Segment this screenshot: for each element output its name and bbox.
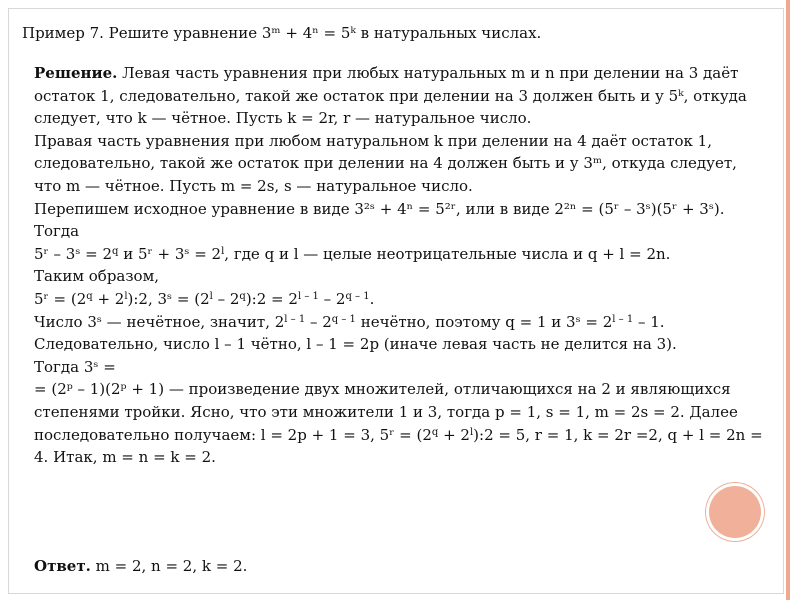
solution-body: [34, 62, 768, 469]
page-title: Пример 7. Решите уравнение 3ᵐ + 4ⁿ = 5ᵏ в натуральных числах.: [22, 24, 542, 42]
decorative-circle: [709, 486, 761, 538]
solution-line: = (2ᵖ – 1)(2ᵖ + 1) — произведение двух множителей, отличающихся на 2 и являющихся степенями тройки. Ясно, что эти множители 1 и 3, тогда p = 1, s = 1, m = 2s = 2. Далее последовательно получаем: l = 2p + 1 = 3, 5ʳ = ($2^q$ + $2^l):2 = 5$, r = 1, k = 2r =2, q + l = 2n = 4. Итак, m = n = k = 2.: [34, 380, 763, 467]
answer-label: Ответ.: [34, 557, 91, 575]
solution-line: Число 3ˢ — нечётное, значит, 2$^{l - 1}$ – 2$^{q - 1}$ нечётно, поэтому q = 1 и 3ˢ = $2^{l - 1} - 1$.: [34, 312, 665, 331]
solution-line: Левая часть уравнения при любых натуральных m и n при делении на 3 даёт остаток 1, следовательно, такой же остаток при делении на 3 должен быть и у 5ᵏ, откуда следует, что k — чётное. Пусть k = 2r, r — натуральное число.: [34, 64, 747, 128]
solution-line: Правая часть уравнения при любом натуральном k при делении на 4 даёт остаток 1, следовательно, такой же остаток при делении на 4 должен быть и у 3ᵐ, откуда следует, что m — чётное. Пусть m = 2s, s — натуральное число.: [34, 131, 737, 195]
solution-line: Тогда 3ˢ =: [34, 357, 116, 376]
solution-paragraph: [34, 62, 768, 130]
solution-line: 5ʳ – 3ˢ = $2^q$ и 5ʳ + 3ˢ = $2^l$, где q и l — целые неотрицательные числа и q + l = 2n.: [34, 244, 671, 263]
solution-line: Таким образом,: [34, 267, 160, 286]
solution-line: Следовательно, число l – 1 чётно, l – 1 = 2p (иначе левая часть не делится на 3).: [34, 335, 677, 354]
solution-line: Перепишем исходное уравнение в виде 3²ˢ + 4ⁿ = 5²ʳ, или в виде 2²ⁿ = (5ʳ – 3ˢ)(5ʳ + 3ˢ). Тогда: [34, 199, 725, 241]
answer-text: m = 2, n = 2, k = 2.: [95, 557, 248, 575]
answer: [34, 557, 247, 575]
solution-line: 5ʳ = ($2^q$ + $2^l):2$, 3ˢ = ($2^l$ – $2^q):2 = 2^{l - 1} - 2^{q - 1}$.: [34, 289, 375, 308]
solution-label: Решение.: [34, 64, 118, 82]
accent-bar: [786, 0, 790, 600]
